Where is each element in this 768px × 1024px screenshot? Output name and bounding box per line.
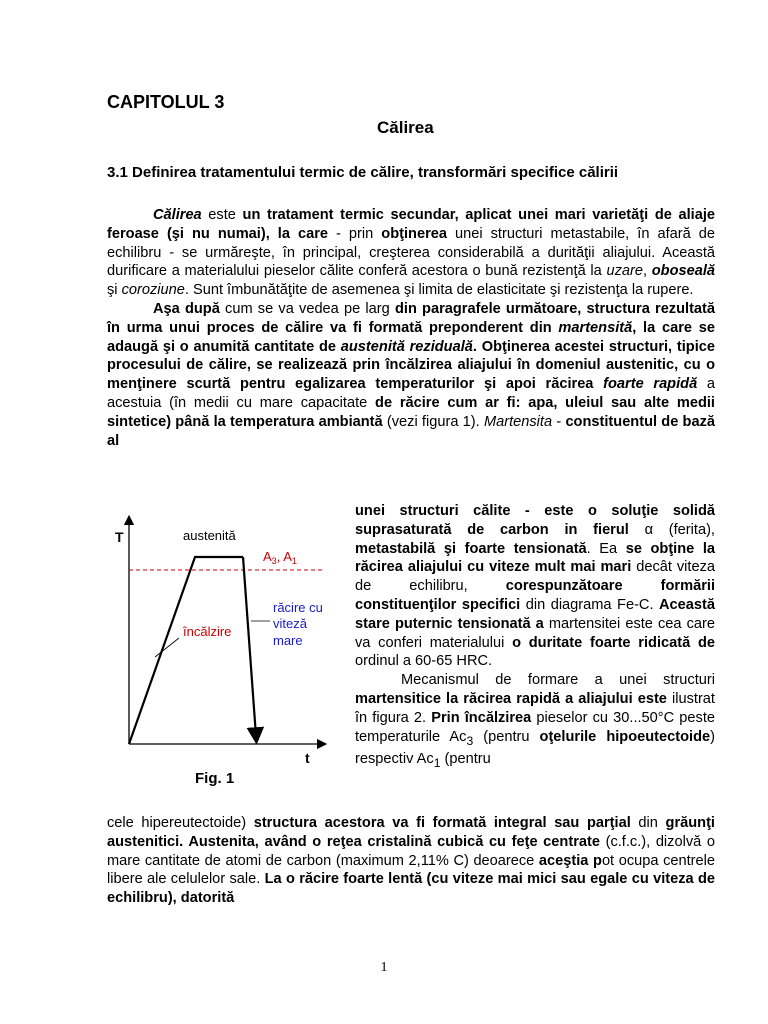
chapter-label: CAPITOLUL 3 [107, 92, 225, 112]
paragraph-1: Călirea este un tratament termic secundar, aplicat unei mari varietăţi de aliaje feroase (şi nu numai), la care - prin obţinerea unei structuri metastabile, în afară de echilibru - se urmăreşte, în principal, creşterea considerabilă a durităţii aliajului. Această durificare a materialului pieselor călite conferă acestora o bună rezistenţă la uzare, oboseală şi coroziune. Sunt îmbunătăţite de asemenea şi limita de elasticitate şi rezistenţa la rupere. [107, 207, 716, 299]
paragraph-2: Aşa după cum se va vedea pe larg din paragrafele următoare, structura rezultată în urma unui proces de călire va fi formată preponderent din martensită, la care se adaugă şi o anumită cantitate de austenită reziduală. Obţinerea acestei structuri, tipice procesului de călire, se realizează prin încălzirea aliajului în domeniul austenitic, cu o menţinere scurtă pentru egalizarea temperaturilor şi apoi răcirea foarte rapidă a acestuia (în medii cu mare capacitate de răcire cum ar fi: apa, uleiul sau alte medii sintetice) până la temperatura ambiantă (vezi figura 1). Martensita - constituentul de bază al [107, 300, 716, 449]
critical-points-label: $A_3$, $A_1$ [263, 549, 297, 566]
right-column-paragraph-2: Mecanismul de formare a unei structuri martensitice la răcirea rapidă a aliajului este ilustrat în figura 2. Prin încălzirea pieselor cu 30...50°C peste temperaturile $Ac_3$ (pentru oţelurile hipoeutectoide) respectiv $Ac_1$ (pentru [355, 672, 715, 771]
paragraph-3: cele hipereutectoide) structura acestora va fi formată integral sau parţial din grăunţi austenitici. Austenita, având o reţea cristalină cubică cu feţe centrate (c.f.c.), dizolvă o mare cantitate de atomi de carbon (maximum 2,11% C) deoarece aceştia pot ocupa centrele libere ale celulelor sale. La o răcire foarte lentă (cu viteze mai mici sau egale cu viteza de echilibru), datorită [107, 815, 716, 907]
x-axis-label: t [305, 750, 310, 766]
heating-label: încălzire [183, 624, 232, 639]
section-heading: 3.1 Definirea tratamentului termic de călire, transformări specifice călirii [107, 164, 619, 181]
right-column-paragraph-1: unei structuri călite - este o soluţie solidă suprasaturată de carbon in fierul α (ferita), metastabilă şi foarte tensionată. Ea se obţine la răcirea aliajului cu viteze mult mai mari decât viteza de echilibru, corespunzătoare formării constituenţilor specifici din diagrama Fe-C. Această stare puternic tensionată a martensitei este cea care va conferi materialului o duritate foarte ridicată de ordinul a 60-65 HRC. [355, 503, 715, 670]
heating-curve [129, 557, 243, 744]
figure-1-diagram [107, 500, 347, 800]
chapter-title: Călirea [377, 118, 434, 137]
y-axis-label: T [115, 529, 124, 545]
figure-caption: Fig. 1 [195, 770, 235, 787]
austenite-label: austenită [183, 528, 236, 543]
page-number: 1 [380, 960, 388, 975]
heat-treatment-diagram [107, 500, 347, 770]
cooling-label-line-1: răcire cu [273, 600, 323, 615]
intro-text [107, 206, 715, 450]
cooling-label-line-2: viteză [273, 616, 307, 631]
continuation-text [107, 814, 715, 908]
cooling-curve [243, 557, 256, 736]
heating-leader-line [155, 638, 179, 657]
cooling-label-line-3: mare [273, 633, 303, 648]
right-column-text [355, 502, 715, 773]
